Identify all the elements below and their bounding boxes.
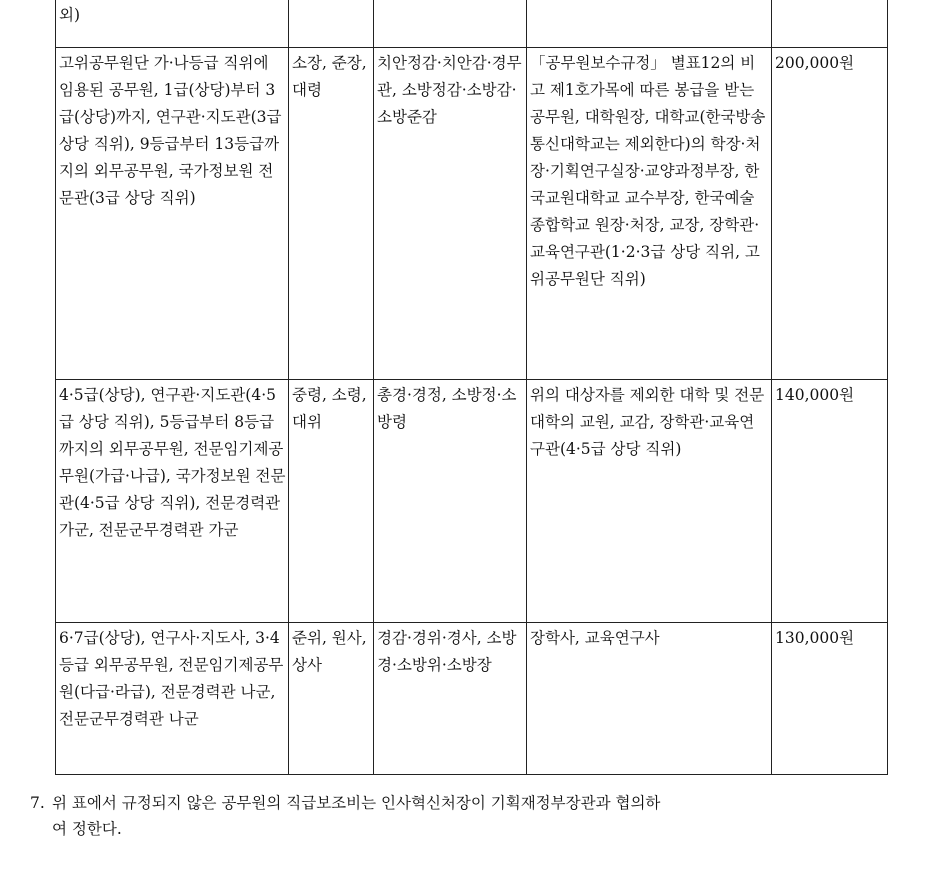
table-cell-police-fire: 총경·경정, 소방정·소방령 xyxy=(374,379,527,622)
table-row xyxy=(56,379,888,622)
table-cell-rank: 6·7급(상당), 연구사·지도사, 3·4등급 외무공무원, 전문임기제공무원(다급·라급), 전문경력관 나군, 전문군무경력관 나군 xyxy=(56,622,289,774)
footnote xyxy=(30,790,900,842)
table-cell-rank: 4·5급(상당), 연구관·지도관(4·5급 상당 직위), 5등급부터 8등급까지의 외무공무원, 전문임기제공무원(가급·나급), 국가정보원 전문관(4·5급 상당 직위), 전문경력관 가군, 전문군무경력관 가군 xyxy=(56,379,289,622)
table-cell-police-fire: 경감·경위·경사, 소방경·소방위·소방장 xyxy=(374,622,527,774)
table-cell-education: 「공무원보수규정」 별표12의 비고 제1호가목에 따른 봉급을 받는 공무원, 대학원장, 대학교(한국방송통신대학교는 제외한다)의 학장·처장·기획연구실장·교양과정부장, 한국교원대학교 교수부장, 한국예술종합학교 원장·처장, 교장, 장학관·교육연구관(1·2·3급 상당 직위, 고위공무원단 직위) xyxy=(527,47,772,379)
table-cell-amount: 130,000원 xyxy=(772,622,888,774)
table-cell-amount xyxy=(772,0,888,47)
table-cell-rank: 외) xyxy=(56,0,289,47)
allowance-table xyxy=(55,0,888,775)
table-cell-military xyxy=(289,0,374,47)
allowance-table-wrapper xyxy=(55,0,888,775)
table-cell-police-fire xyxy=(374,0,527,47)
table-cell-amount: 200,000원 xyxy=(772,47,888,379)
table-cell-education: 장학사, 교육연구사 xyxy=(527,622,772,774)
table-cell-military: 소장, 준장, 대령 xyxy=(289,47,374,379)
table-cell-military: 중령, 소령, 대위 xyxy=(289,379,374,622)
table-cell-amount: 140,000원 xyxy=(772,379,888,622)
table-row xyxy=(56,0,888,47)
table-row xyxy=(56,47,888,379)
table-cell-rank: 고위공무원단 가·나등급 직위에 임용된 공무원, 1급(상당)부터 3급(상당)까지, 연구관·지도관(3급 상당 직위), 9등급부터 13등급까지의 외무공무원, 국가정보원 전문관(3급 상당 직위) xyxy=(56,47,289,379)
footnote-number: 7. xyxy=(30,794,45,812)
table-row xyxy=(56,622,888,774)
footnote-line-1: 위 표에서 규정되지 않은 공무원의 직급보조비는 인사혁신처장이 기획재정부장관과 협의하 xyxy=(52,794,661,812)
table-cell-police-fire: 치안정감·치안감·경무관, 소방정감·소방감·소방준감 xyxy=(374,47,527,379)
table-cell-education xyxy=(527,0,772,47)
table-cell-education: 위의 대상자를 제외한 대학 및 전문대학의 교원, 교감, 장학관·교육연구관(4·5급 상당 직위) xyxy=(527,379,772,622)
table-cell-military: 준위, 원사, 상사 xyxy=(289,622,374,774)
footnote-line-2: 여 정한다. xyxy=(52,820,122,838)
